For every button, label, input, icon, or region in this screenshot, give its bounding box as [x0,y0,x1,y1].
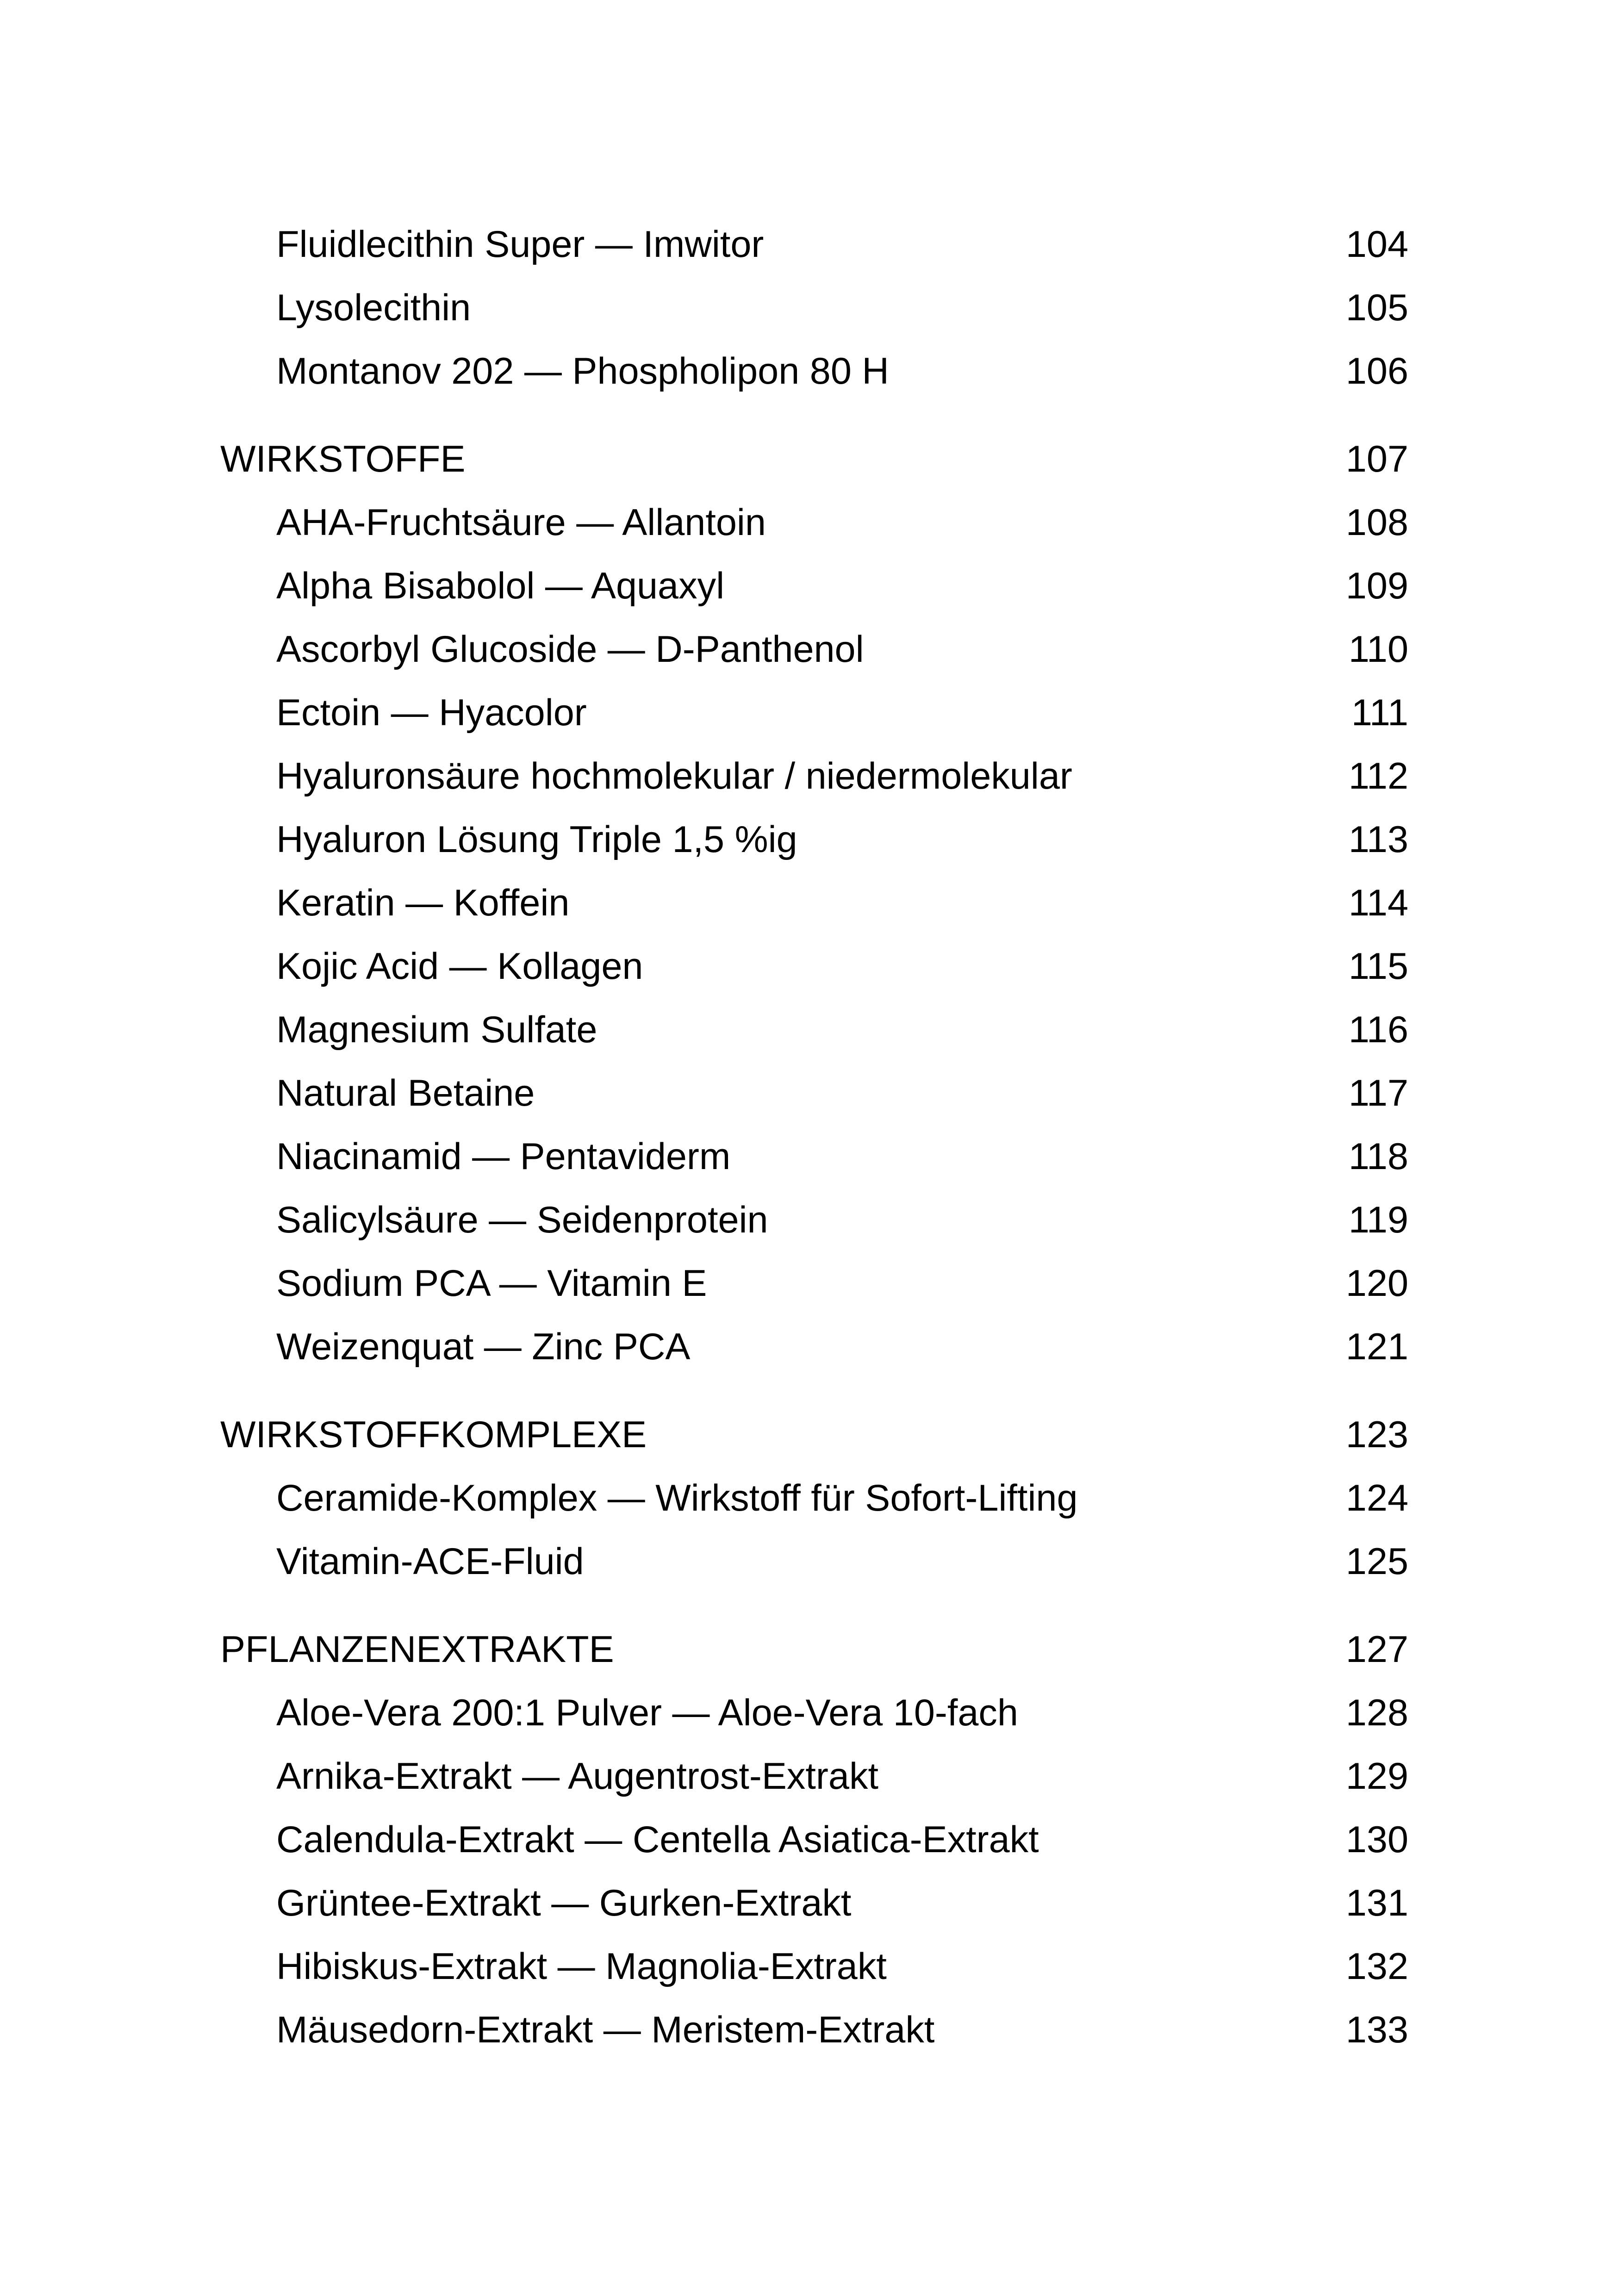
page-number: 130 [1345,1819,1408,1860]
entry-title: Keratin — Koffein [276,882,570,924]
entry-title: Natural Betaine [276,1072,535,1114]
toc-entry [0,618,1618,681]
toc-entry [0,998,1618,1062]
entry-title: Vitamin-ACE-Fluid [276,1541,584,1582]
toc-entry [0,1252,1618,1315]
entry-title: Niacinamid — Pentaviderm [276,1136,731,1177]
toc-entry [0,213,1618,276]
entry-title: Sodium PCA — Vitamin E [276,1263,707,1304]
toc-entry [0,1681,1618,1745]
entry-title: Hyaluron Lösung Triple 1,5 %ig [276,819,797,860]
page-number: 107 [1345,438,1408,480]
page-number: 123 [1345,1414,1408,1456]
toc-entry [0,871,1618,935]
entry-title: Hyaluronsäure hochmolekular / niedermolekular [276,755,1072,797]
page-number: 108 [1345,502,1408,543]
entry-title: Lysolecithin [276,287,471,329]
entry-title: Salicylsäure — Seidenprotein [276,1199,768,1241]
entry-title: Ectoin — Hyacolor [276,692,587,734]
section-title: WIRKSTOFFE [220,438,466,480]
entry-title: Calendula-Extrakt — Centella Asiatica-Extrakt [276,1819,1039,1860]
toc-entry [0,1530,1618,1593]
page-number: 128 [1345,1692,1408,1734]
page-number: 112 [1348,755,1408,797]
entry-title: Mäusedorn-Extrakt — Meristem-Extrakt [276,2009,935,2051]
page-number: 124 [1345,1477,1408,1519]
entry-title: Montanov 202 — Phospholipon 80 H [276,350,889,392]
entry-title: Kojic Acid — Kollagen [276,946,643,987]
page-number: 104 [1345,224,1408,265]
toc-entry [0,1808,1618,1872]
entry-title: Ascorbyl Glucoside — D-Panthenol [276,628,864,670]
page-number: 110 [1348,628,1408,670]
toc-entry [0,681,1618,745]
toc-entry [0,1188,1618,1252]
toc-entry [0,1125,1618,1188]
table-of-contents [0,213,1618,2062]
toc-entry [0,1467,1618,1530]
toc-entry [0,1745,1618,1808]
entry-title: Arnika-Extrakt — Augentrost-Extrakt [276,1755,878,1797]
toc-entry [0,1935,1618,1998]
entry-title: Fluidlecithin Super — Imwitor [276,224,764,265]
section-title: WIRKSTOFFKOMPLEXE [220,1414,647,1456]
toc-entry [0,1998,1618,2062]
page-number: 118 [1348,1136,1408,1177]
page-number: 113 [1348,819,1408,860]
page-number: 129 [1345,1755,1408,1797]
toc-entry [0,276,1618,340]
entry-title: Grüntee-Extrakt — Gurken-Extrakt [276,1882,852,1924]
toc-entry [0,554,1618,618]
toc-section-heading [0,1618,1618,1681]
toc-entry [0,1315,1618,1379]
page-number: 131 [1345,1882,1408,1924]
entry-title: Hibiskus-Extrakt — Magnolia-Extrakt [276,1946,887,1987]
page-number: 115 [1348,946,1408,987]
toc-entry [0,808,1618,871]
toc-entry [0,1062,1618,1125]
page-number: 109 [1345,565,1408,607]
page-number: 111 [1351,692,1408,734]
page-number: 127 [1345,1629,1408,1670]
toc-section-heading [0,428,1618,491]
toc-section-heading [0,1403,1618,1467]
entry-title: Ceramide-Komplex — Wirkstoff für Sofort-Lifting [276,1477,1078,1519]
entry-title: AHA-Fruchtsäure — Allantoin [276,502,766,543]
page-number: 121 [1345,1326,1408,1368]
page-number: 117 [1348,1072,1408,1114]
page-number: 105 [1345,287,1408,329]
page-number: 120 [1345,1263,1408,1304]
toc-entry [0,1872,1618,1935]
entry-title: Magnesium Sulfate [276,1009,597,1051]
toc-entry [0,745,1618,808]
page-number: 116 [1348,1009,1408,1051]
section-title: PFLANZENEXTRAKTE [220,1629,614,1670]
page-number: 133 [1345,2009,1408,2051]
entry-title: Weizenquat — Zinc PCA [276,1326,691,1368]
entry-title: Alpha Bisabolol — Aquaxyl [276,565,725,607]
page-number: 125 [1345,1541,1408,1582]
page-number: 114 [1348,882,1408,924]
page-number: 106 [1345,350,1408,392]
toc-entry [0,491,1618,554]
page-number: 119 [1348,1199,1408,1241]
toc-entry [0,340,1618,403]
entry-title: Aloe-Vera 200:1 Pulver — Aloe-Vera 10-fach [276,1692,1018,1734]
toc-entry [0,935,1618,998]
page-number: 132 [1345,1946,1408,1987]
